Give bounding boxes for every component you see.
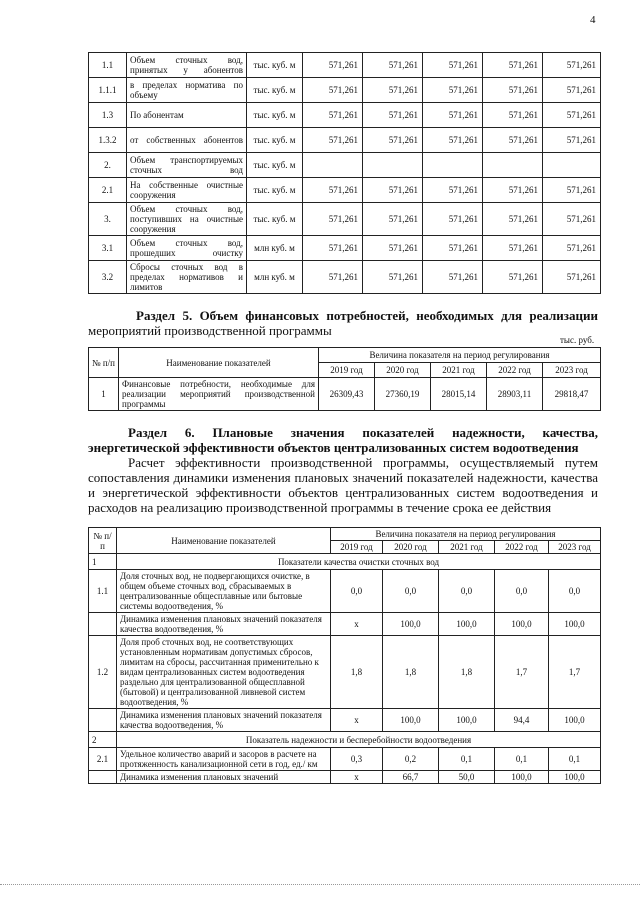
row-number: 1.3.2: [89, 128, 127, 153]
row-value: 28015,14: [431, 378, 487, 411]
section-row: [89, 554, 601, 570]
row-unit: тыс. куб. м: [247, 78, 303, 103]
row-value: 571,261: [303, 203, 363, 236]
row-value: 1,7: [549, 636, 601, 709]
row-label: Объем сточных вод, принятых у абонентов: [127, 53, 247, 78]
row-unit: тыс. куб. м: [247, 103, 303, 128]
row-value: 0,3: [331, 748, 383, 771]
row-value: [423, 153, 483, 178]
table-row: [89, 78, 601, 103]
row-value: [363, 153, 423, 178]
section6-heading: Раздел 6. Плановые значения показателей надежности, качества, энергетической эффективности объектов централизованных систем водоотведения: [88, 425, 598, 455]
row-label: Динамика изменения плановых значений показателя качества водоотведения, %: [117, 613, 331, 636]
wastewater-volume-table: [88, 52, 601, 294]
table-row: [89, 261, 601, 294]
row-label: в пределах норматива по объему: [127, 78, 247, 103]
row-label: Доля проб сточных вод, не соответствующих установленным нормативам допустимых сбросов, лимитам на сбросы, рассчитанная применительно к видам централизованных систем водоотведения раздельно для централизованной общесплавной (бытовой) и централизованной ливневой систем водоотведения, %: [117, 636, 331, 709]
row-number: 3.1: [89, 236, 127, 261]
table-row: [89, 178, 601, 203]
row-value: 571,261: [483, 261, 543, 294]
table-row: [89, 128, 601, 153]
row-value: 50,0: [439, 771, 495, 784]
row-value: 571,261: [543, 103, 601, 128]
row-label: от собственных абонентов: [127, 128, 247, 153]
row-number: [89, 613, 117, 636]
row-value: 571,261: [423, 128, 483, 153]
row-value: 571,261: [303, 261, 363, 294]
table-row: [89, 748, 601, 771]
section5-heading: [88, 308, 598, 338]
section-title: Показатели качества очистки сточных вод: [117, 554, 601, 570]
row-number: 1.1: [89, 53, 127, 78]
table-row: [89, 709, 601, 732]
row-unit: тыс. куб. м: [247, 203, 303, 236]
financial-needs-table: [88, 347, 601, 411]
row-value: 100,0: [495, 771, 549, 784]
row-value: 100,0: [549, 709, 601, 732]
row-value: 26309,43: [319, 378, 375, 411]
row-value: 1,8: [331, 636, 383, 709]
row-value: х: [331, 771, 383, 784]
row-number: 1.2: [89, 636, 117, 709]
row-value: 1,8: [383, 636, 439, 709]
row-number: 1.1: [89, 570, 117, 613]
row-unit: тыс. куб. м: [247, 128, 303, 153]
row-value: 571,261: [303, 128, 363, 153]
row-value: 100,0: [439, 613, 495, 636]
row-label: Объем сточных вод, поступивших на очистные сооружения: [127, 203, 247, 236]
t3-col-num-header: № п/п: [89, 528, 117, 554]
table-row: [89, 378, 601, 411]
row-value: 0,1: [495, 748, 549, 771]
section-row: [89, 732, 601, 748]
table-row: [89, 613, 601, 636]
section5-unit: тыс. руб.: [560, 335, 595, 345]
row-number: 3.2: [89, 261, 127, 294]
row-value: 1,8: [439, 636, 495, 709]
row-value: 571,261: [483, 178, 543, 203]
row-value: 571,261: [543, 203, 601, 236]
row-label: На собственные очистные сооружения: [127, 178, 247, 203]
row-value: 0,2: [383, 748, 439, 771]
year-header: 2021 год: [431, 363, 487, 378]
page-bottom-border: [0, 884, 640, 885]
row-value: 27360,19: [375, 378, 431, 411]
row-label: Объем транспортируемых сточных вод: [127, 153, 247, 178]
year-header: 2019 год: [319, 363, 375, 378]
section5-heading-line2: мероприятий производственной программы: [88, 323, 332, 338]
row-number: [89, 771, 117, 784]
t3-col-name-header: Наименование показателей: [117, 528, 331, 554]
table-row: [89, 771, 601, 784]
row-value: 571,261: [543, 236, 601, 261]
row-value: 571,261: [483, 78, 543, 103]
row-value: 571,261: [303, 103, 363, 128]
table-row: [89, 203, 601, 236]
row-value: 571,261: [543, 261, 601, 294]
row-value: 571,261: [483, 128, 543, 153]
row-value: 571,261: [483, 203, 543, 236]
row-label: Финансовые потребности, необходимые для реализации мероприятий производственной программы: [119, 378, 319, 411]
section-number: 1: [89, 554, 117, 570]
section6-text: [88, 425, 598, 515]
year-header: 2023 год: [543, 363, 601, 378]
section5-heading-line1: Раздел 5. Объем финансовых потребностей, необходимых для реализации: [136, 308, 598, 323]
year-header: 2022 год: [487, 363, 543, 378]
row-value: 571,261: [543, 78, 601, 103]
row-value: 571,261: [543, 178, 601, 203]
table-row: [89, 103, 601, 128]
row-number: 2.1: [89, 748, 117, 771]
row-label: Динамика изменения плановых значений показателя качества водоотведения, %: [117, 709, 331, 732]
row-value: 571,261: [363, 53, 423, 78]
row-value: 571,261: [363, 261, 423, 294]
table-row: [89, 153, 601, 178]
row-value: [543, 153, 601, 178]
row-value: 571,261: [363, 236, 423, 261]
row-unit: млн куб. м: [247, 236, 303, 261]
row-value: 0,0: [439, 570, 495, 613]
year-header: 2020 год: [375, 363, 431, 378]
row-number: 2.: [89, 153, 127, 178]
row-value: 571,261: [483, 103, 543, 128]
year-header: 2023 год: [549, 541, 601, 554]
t2-col-name-header: Наименование показателей: [119, 348, 319, 378]
section-number: 2: [89, 732, 117, 748]
row-value: 0,0: [549, 570, 601, 613]
row-value: 571,261: [543, 53, 601, 78]
row-unit: млн куб. м: [247, 261, 303, 294]
row-number: 1: [89, 378, 119, 411]
row-value: 0,1: [549, 748, 601, 771]
row-value: 571,261: [423, 78, 483, 103]
row-value: 0,0: [383, 570, 439, 613]
row-value: 66,7: [383, 771, 439, 784]
table-row: [89, 570, 601, 613]
row-value: 571,261: [423, 178, 483, 203]
row-value: 28903,11: [487, 378, 543, 411]
row-value: 100,0: [549, 771, 601, 784]
row-value: 0,1: [439, 748, 495, 771]
row-value: 571,261: [363, 78, 423, 103]
section-title: Показатель надежности и бесперебойности водоотведения: [117, 732, 601, 748]
row-value: 571,261: [423, 261, 483, 294]
year-header: 2021 год: [439, 541, 495, 554]
section6-paragraph: Расчет эффективности производственной программы, осуществляемый путем сопоставления динамики изменения плановых значений показателей надежности, качества и энергетической эффективности объектов централизованных систем водоотведения и расходов на реализацию производственной программы в течение срока ее действия: [88, 455, 598, 515]
row-value: [303, 153, 363, 178]
row-value: [483, 153, 543, 178]
row-unit: тыс. куб. м: [247, 153, 303, 178]
table-row: [89, 236, 601, 261]
table-row: [89, 636, 601, 709]
row-value: 571,261: [483, 236, 543, 261]
row-number: 1.3: [89, 103, 127, 128]
row-value: 0,0: [331, 570, 383, 613]
row-unit: тыс. куб. м: [247, 178, 303, 203]
year-header: 2019 год: [331, 541, 383, 554]
row-value: 100,0: [439, 709, 495, 732]
row-value: 571,261: [363, 103, 423, 128]
row-number: 3.: [89, 203, 127, 236]
row-number: 2.1: [89, 178, 127, 203]
row-value: 0,0: [495, 570, 549, 613]
row-value: 571,261: [423, 103, 483, 128]
quality-indicators-table: [88, 527, 601, 784]
row-label: Объем сточных вод, прошедших очистку: [127, 236, 247, 261]
row-value: 571,261: [303, 78, 363, 103]
row-value: х: [331, 709, 383, 732]
t3-col-group-header: Величина показателя на период регулирования: [331, 528, 601, 541]
row-unit: тыс. куб. м: [247, 53, 303, 78]
row-label: Удельное количество аварий и засоров в расчете на протяженность канализационной сети в год, ед./ км: [117, 748, 331, 771]
row-value: 571,261: [423, 53, 483, 78]
row-value: 1,7: [495, 636, 549, 709]
row-value: 100,0: [495, 613, 549, 636]
row-value: 29818,47: [543, 378, 601, 411]
page-number: 4: [590, 14, 596, 26]
row-label: По абонентам: [127, 103, 247, 128]
row-value: 94,4: [495, 709, 549, 732]
row-value: х: [331, 613, 383, 636]
row-value: 100,0: [383, 709, 439, 732]
row-value: 571,261: [363, 203, 423, 236]
row-value: 571,261: [363, 128, 423, 153]
row-value: 571,261: [303, 53, 363, 78]
row-value: 571,261: [483, 53, 543, 78]
row-number: [89, 709, 117, 732]
row-label: Доля сточных вод, не подвергающихся очистке, в общем объеме сточных вод, сбрасываемых в централизованные общесплавные или бытовые системы водоотведения, %: [117, 570, 331, 613]
row-value: 571,261: [423, 236, 483, 261]
table-row: [89, 53, 601, 78]
row-value: 571,261: [363, 178, 423, 203]
row-value: 100,0: [549, 613, 601, 636]
row-label: Сбросы сточных вод в пределах нормативов и лимитов: [127, 261, 247, 294]
row-value: 571,261: [303, 178, 363, 203]
row-value: 571,261: [423, 203, 483, 236]
row-number: 1.1.1: [89, 78, 127, 103]
row-value: 571,261: [543, 128, 601, 153]
year-header: 2020 год: [383, 541, 439, 554]
row-label: Динамика изменения плановых значений: [117, 771, 331, 784]
t2-col-group-header: Величина показателя на период регулирования: [319, 348, 601, 363]
year-header: 2022 год: [495, 541, 549, 554]
row-value: 571,261: [303, 236, 363, 261]
t2-col-num-header: № п/п: [89, 348, 119, 378]
row-value: 100,0: [383, 613, 439, 636]
